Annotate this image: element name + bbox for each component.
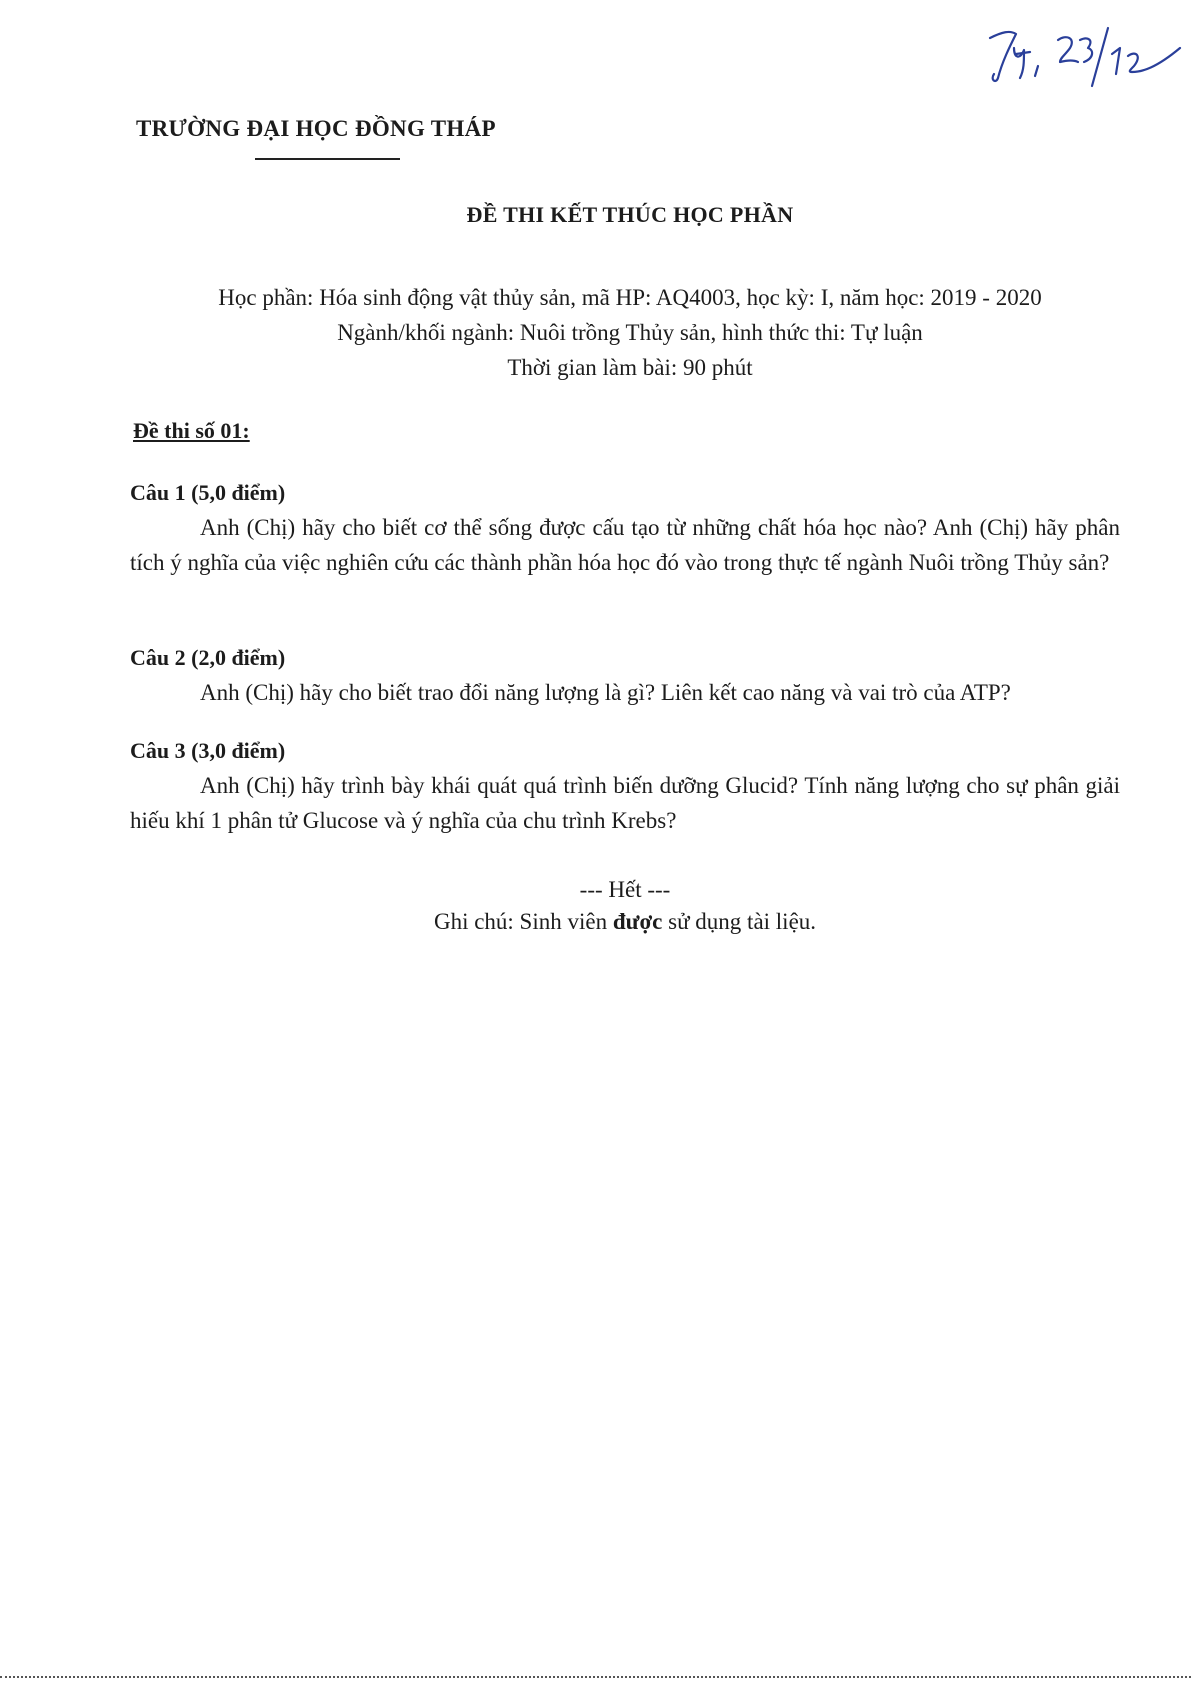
question-heading: Câu 2 (2,0 điểm) xyxy=(130,645,286,670)
question-text: Anh (Chị) hãy cho biết cơ thể sống được cấu tạo từ những chất hóa học nào? Anh (Chị) hãy phân tích ý nghĩa của việc nghiên cứu các thành phần hóa học đó vào trong thực tế ngành Nuôi trồng Thủy sản? xyxy=(130,515,1120,575)
major-info: Ngành/khối ngành: Nuôi trồng Thủy sản, hình thức thi: Tự luận xyxy=(337,320,923,345)
end-mark: --- Hết --- xyxy=(579,877,671,902)
school-underline xyxy=(255,158,400,160)
scan-edge xyxy=(0,1676,1191,1681)
question-text: Anh (Chị) hãy cho biết trao đổi năng lượng là gì? Liên kết cao năng và vai trò của ATP? xyxy=(200,680,1011,705)
duration-info: Thời gian làm bài: 90 phút xyxy=(507,355,753,380)
exam-title: ĐỀ THI KẾT THÚC HỌC PHẦN xyxy=(466,202,794,227)
course-info: Học phần: Hóa sinh động vật thủy sản, mã HP: AQ4003, học kỳ: I, năm học: 2019 - 2020 xyxy=(218,285,1042,310)
exam-number: Đề thi số 01: xyxy=(133,418,250,443)
question-2 xyxy=(130,640,1120,710)
handwritten-signature xyxy=(980,18,1185,88)
note xyxy=(0,904,1191,939)
question-3 xyxy=(130,733,1120,838)
question-1 xyxy=(130,475,1120,580)
note-bold: được xyxy=(612,909,663,934)
school-name: TRƯỜNG ĐẠI HỌC ĐỒNG THÁP xyxy=(136,116,496,141)
note-suffix: sử dụng tài liệu. xyxy=(662,909,817,934)
question-heading: Câu 3 (3,0 điểm) xyxy=(130,738,286,763)
note-prefix: Ghi chú: Sinh viên xyxy=(433,909,613,934)
question-text: Anh (Chị) hãy trình bày khái quát quá trình biến dưỡng Glucid? Tính năng lượng cho sự phân giải hiếu khí 1 phân tử Glucose và ý nghĩa của chu trình Krebs? xyxy=(130,773,1120,833)
question-heading: Câu 1 (5,0 điểm) xyxy=(130,480,286,505)
